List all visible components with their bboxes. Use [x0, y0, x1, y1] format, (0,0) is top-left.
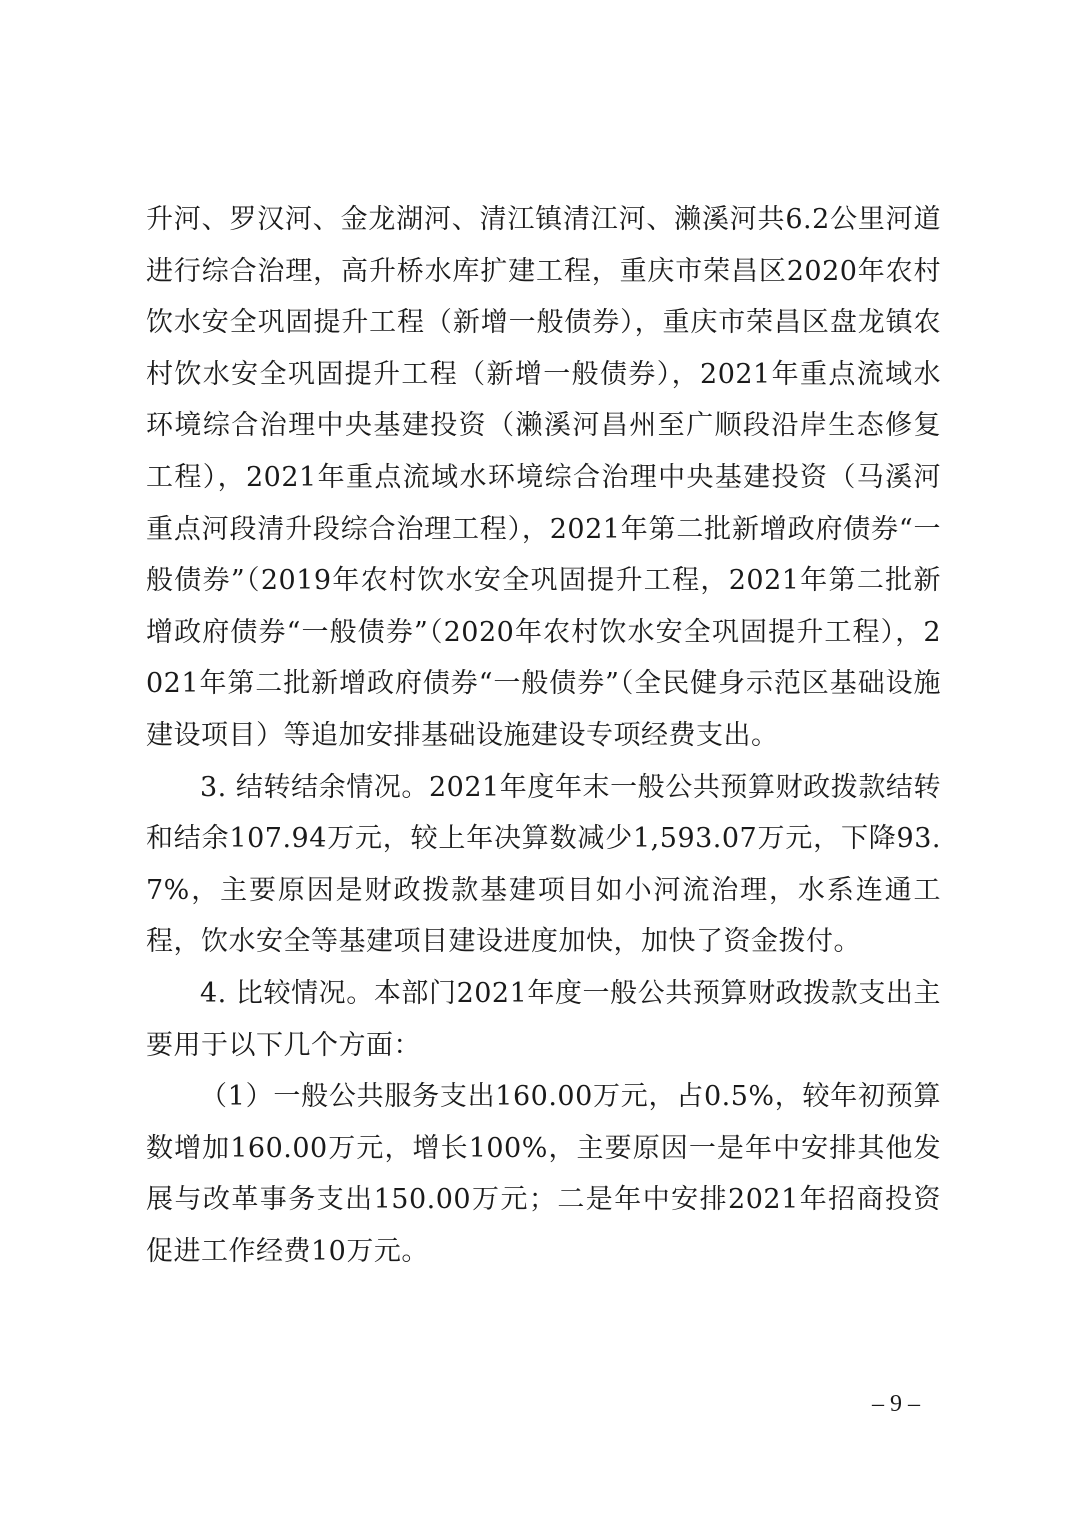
body-text — [146, 194, 941, 1277]
paragraph-comparison: 4. 比较情况。本部门2021年度一般公共预算财政拨款支出主要用于以下几个方面： — [146, 977, 941, 1061]
page-number: – 9 – — [872, 1391, 920, 1417]
paragraph-general-public-services: （1）一般公共服务支出160.00万元，占0.5%，较年初预算数增加160.00万元，增长100%，主要原因一是年中安排其他发展与改革事务支出150.00万元；二是年中安排2021年招商投资促进工作经费10万元。 — [146, 1081, 941, 1267]
paragraph-carryover-balance: 3. 结转结余情况。2021年度年末一般公共预算财政拨款结转和结余107.94万元，较上年决算数减少1,593.07万元，下降93.7%，主要原因是财政拨款基建项目如小河流治理，水系连通工程，饮水安全等基建项目建设进度加快，加快了资金拨付。 — [146, 771, 941, 958]
paragraph-continuation: 升河、罗汉河、金龙湖河、清江镇清江河、濑溪河共6.2公里河道进行综合治理，高升桥水库扩建工程，重庆市荣昌区2020年农村饮水安全巩固提升工程（新增一般债券），重庆市荣昌区盘龙镇农村饮水安全巩固提升工程（新增一般债券），2021年重点流域水环境综合治理中央基建投资（濑溪河昌州至广顺段沿岸生态修复工程），2021年重点流域水环境综合治理中央基建投资（马溪河重点河段清升段综合治理工程），2021年第二批新增政府债券“一般债券”（2019年农村饮水安全巩固提升工程，2021年第二批新增政府债券“一般债券”（2020年农村饮水安全巩固提升工程），2021年第二批新增政府债券“一般债券”（全民健身示范区基础设施建设项目）等追加安排基础设施建设专项经费支出。 — [146, 204, 941, 751]
